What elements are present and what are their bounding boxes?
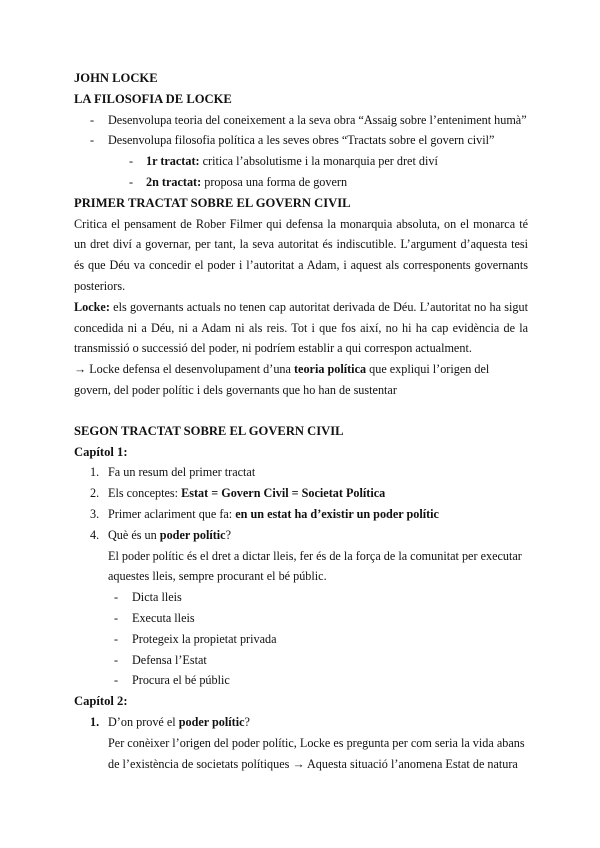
treatise-text: proposa una forma de govern [201,174,348,189]
item-number: 1. [90,465,100,480]
list-item [74,151,528,172]
item-text: D’on prové el [108,714,179,729]
first-treatise-paragraph: Critica el pensament de Rober Filmer qui defensa la monarquia absoluta, on el monarca té un dret diví a governar, per tant, la seva autoritat és indiscutible. L’argument d’aquesta tesi és que Déu va concedir el poder i l’autoritat a Adam, i aquest als corresponents governants posteriors. [74,216,528,293]
chapter-1-list [74,462,528,545]
list-item [74,504,528,525]
item-number: 2. [90,486,100,501]
treatise-label: 2n tractat: [146,174,202,189]
arrow-text-end: que expliqui l’origen del govern, del poder polític i dels governants que ho han de sustentar [74,362,490,397]
chapter-2-list [74,712,528,733]
document-title: JOHN LOCKE [74,71,158,85]
item-bold-text: Estat = Govern Civil = Societat Política [181,486,386,501]
item-text-end: ? [225,527,232,542]
treatise-text: critica l’absolutisme i la monarquia per dret diví [199,154,438,169]
arrow-paragraph [74,359,528,401]
locke-text: els governants actuals no tenen cap autoritat derivada de Déu. L’autoritat no ha sigut concedida ni a Déu, ni a Adam ni als reis. Tot i que fos així, no hi ha cap evidència de la transmissió o successió del poder, ni podríem establir a qui correspon actualment. [74,299,528,356]
list-item [74,172,528,193]
state-of-nature-paragraph: Per conèixer l’origen del poder polític, Locke es pregunta per com seria la vida abans de l’existència de societats polítiques → Aquesta situació l’anomena Estat de natura [108,735,525,771]
chapter-2-heading: Capítol 2: [74,694,128,709]
powers-list [74,587,528,691]
first-treatise-heading: PRIMER TRACTAT SOBRE EL GOVERN CIVIL [74,195,351,210]
item-text-end: ? [244,714,250,729]
list-item: - Executa lleis [74,608,528,629]
locke-label: Locke: [74,299,110,314]
list-item [74,525,528,546]
list-item: - Protegeix la propietat privada [74,629,528,650]
locke-paragraph [74,297,528,359]
section-title-philosophy: LA FILOSOFIA DE LOCKE [74,91,232,106]
list-item [74,462,528,483]
treatise-label: 1r tractat: [146,154,200,169]
political-theory-term: teoria política [293,362,367,377]
list-item: - Dicta lleis [74,587,528,608]
item-text: Què és un [108,527,160,542]
chapter-1-heading: Capítol 1: [74,444,128,459]
list-item: - Desenvolupa filosofia política a les seves obres “Tractats sobre el govern civil” [74,130,528,151]
list-item: - Procura el bé públic [74,670,528,691]
list-item [74,712,528,733]
item-number: 1. [90,714,100,729]
intro-list [74,110,528,152]
arrow-text: → Locke defensa el desenvolupament d’una [74,362,294,377]
list-item: - Desenvolupa teoria del coneixement a la seva obra “Assaig sobre l’enteniment humà” [74,110,528,131]
item-bold-text: poder polític [159,527,226,542]
list-item: - Defensa l’Estat [74,650,528,671]
item-number: 3. [90,506,100,521]
item-bold-text: poder polític [178,714,245,729]
spacer [74,401,528,421]
list-item [74,483,528,504]
item-text: Primer aclariment que fa: [108,506,236,521]
item-bold-text: en un estat ha d’existir un poder polític [235,506,439,521]
second-treatise-heading: SEGON TRACTAT SOBRE EL GOVERN CIVIL [74,423,344,438]
item-number: 4. [90,527,100,542]
item-text: Els conceptes: [108,486,182,501]
political-power-definition: El poder polític és el dret a dictar lleis, fer és de la força de la comunitat per executar aquestes lleis, sempre procurant el bé públic. [108,548,522,584]
item-text: Fa un resum del primer tractat [108,465,256,480]
treatises-list [74,151,528,193]
